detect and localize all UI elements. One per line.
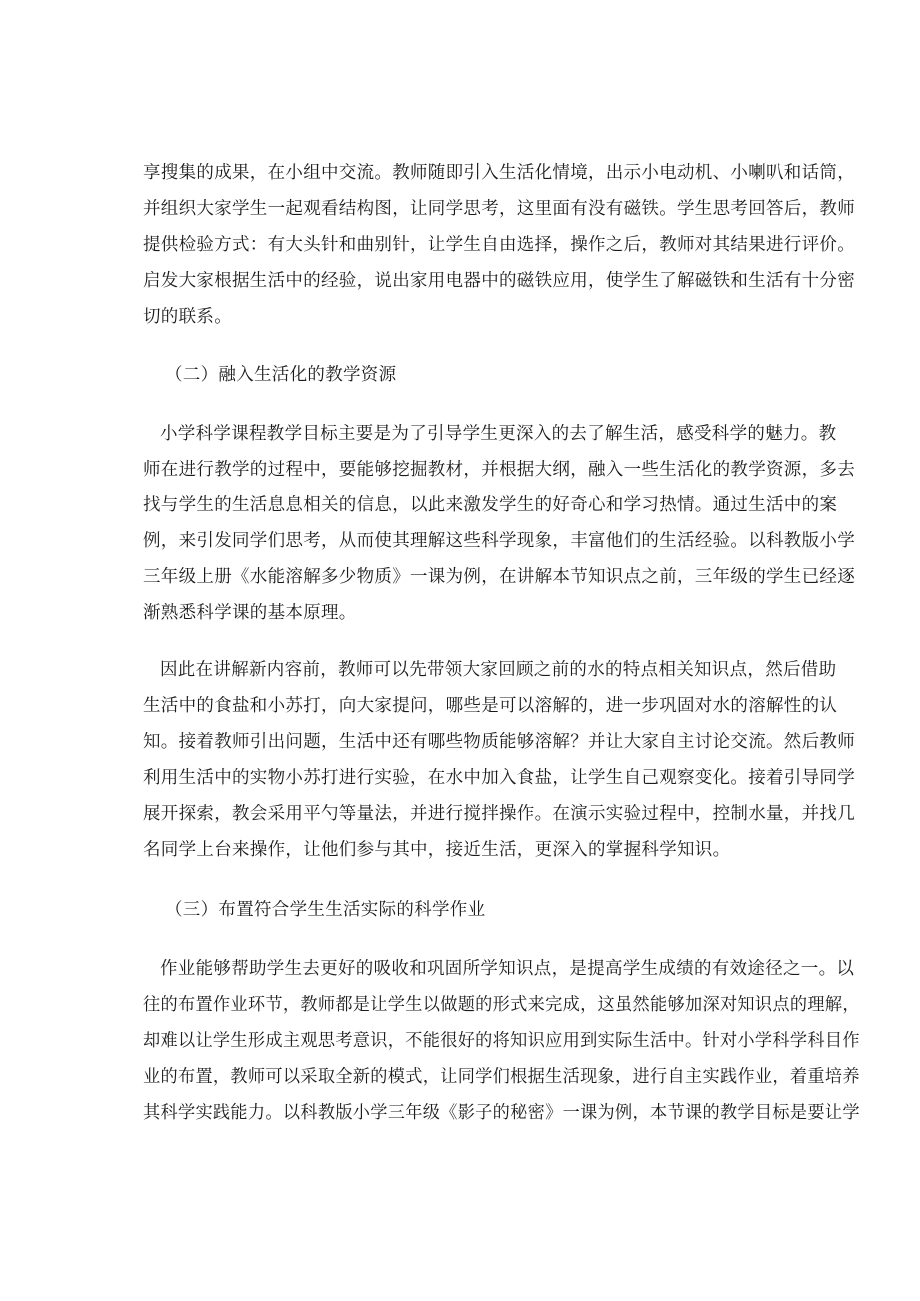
paragraph-line: 往的布置作业环节，教师都是让学生以做题的形式来完成，这虽然能够加深对知识点的理解， — [143, 995, 860, 1015]
paragraph-line: 业的布置，教师可以采取全新的模式，让同学们根据生活现象，进行自主实践作业，着重培养 — [143, 1067, 860, 1087]
paragraph-line: 利用生活中的实物小苏打进行实验，在水中加入食盐，让学生自己观察变化。接着引导同学 — [143, 768, 855, 788]
paragraph-line: 启发大家根据生活中的经验，说出家用电器中的磁铁应用，使学生了解磁铁和生活有十分密 — [143, 271, 855, 291]
paragraph-line: 享搜集的成果，在小组中交流。教师随即引入生活化情境，出示小电动机、小喇叭和话筒， — [143, 163, 855, 183]
paragraph-line: 小学科学课程教学目标主要是为了引导学生更深入的去了解生活，感受科学的魅力。教 — [160, 424, 837, 444]
paragraph-line: 提供检验方式：有大头针和曲别针，让学生自由选择，操作之后，教师对其结果进行评价。 — [143, 235, 855, 255]
paragraph-line: 渐熟悉科学课的基本原理。 — [143, 603, 357, 623]
paragraph-line: 知。接着教师引出问题，生活中还有哪些物质能够溶解？并让大家自主讨论交流。然后教师 — [143, 732, 855, 752]
paragraph-line: 展开探索，教会采用平勺等量法，并进行搅拌操作。在演示实验过程中，控制水量，并找几 — [143, 804, 855, 824]
paragraph-line: 并组织大家学生一起观看结构图，让同学思考，这里面有没有磁铁。学生思考回答后，教师 — [143, 199, 855, 219]
paragraph-line: 生活中的食盐和小苏打，向大家提问，哪些是可以溶解的，进一步巩固对水的溶解性的认 — [143, 696, 838, 716]
section-heading: （三）布置符合学生生活实际的科学作业 — [165, 900, 486, 920]
paragraph-line: 却难以让学生形成主观思考意识，不能很好的将知识应用到实际生活中。针对小学科学科目作 — [143, 1031, 860, 1051]
paragraph-line: 其科学实践能力。以科教版小学三年级《影子的秘密》一课为例，本节课的教学目标是要让学 — [143, 1103, 860, 1123]
paragraph-line: 例，来引发同学们思考，从而使其理解这些科学现象，丰富他们的生活经验。以科教版小学 — [143, 531, 855, 551]
paragraph-line: 作业能够帮助学生去更好的吸收和巩固所学知识点，是提高学生成绩的有效途径之一。以 — [160, 959, 855, 979]
paragraph-line: 因此在讲解新内容前，教师可以先带领大家回顾之前的水的特点相关知识点，然后借助 — [160, 660, 837, 680]
paragraph-line: 名同学上台来操作，让他们参与其中，接近生活，更深入的掌握科学知识。 — [143, 840, 731, 860]
paragraph-line: 切的联系。 — [143, 307, 232, 327]
paragraph-line: 师在进行教学的过程中，要能够挖掘教材，并根据大纲，融入一些生活化的教学资源，多去 — [143, 460, 855, 480]
section-heading: （二）融入生活化的教学资源 — [165, 365, 397, 385]
paragraph-line: 找与学生的生活息息相关的信息，以此来激发学生的好奇心和学习热情。通过生活中的案 — [143, 495, 838, 515]
paragraph-line: 三年级上册《水能溶解多少物质》一课为例，在讲解本节知识点之前，三年级的学生已经逐 — [143, 567, 855, 587]
